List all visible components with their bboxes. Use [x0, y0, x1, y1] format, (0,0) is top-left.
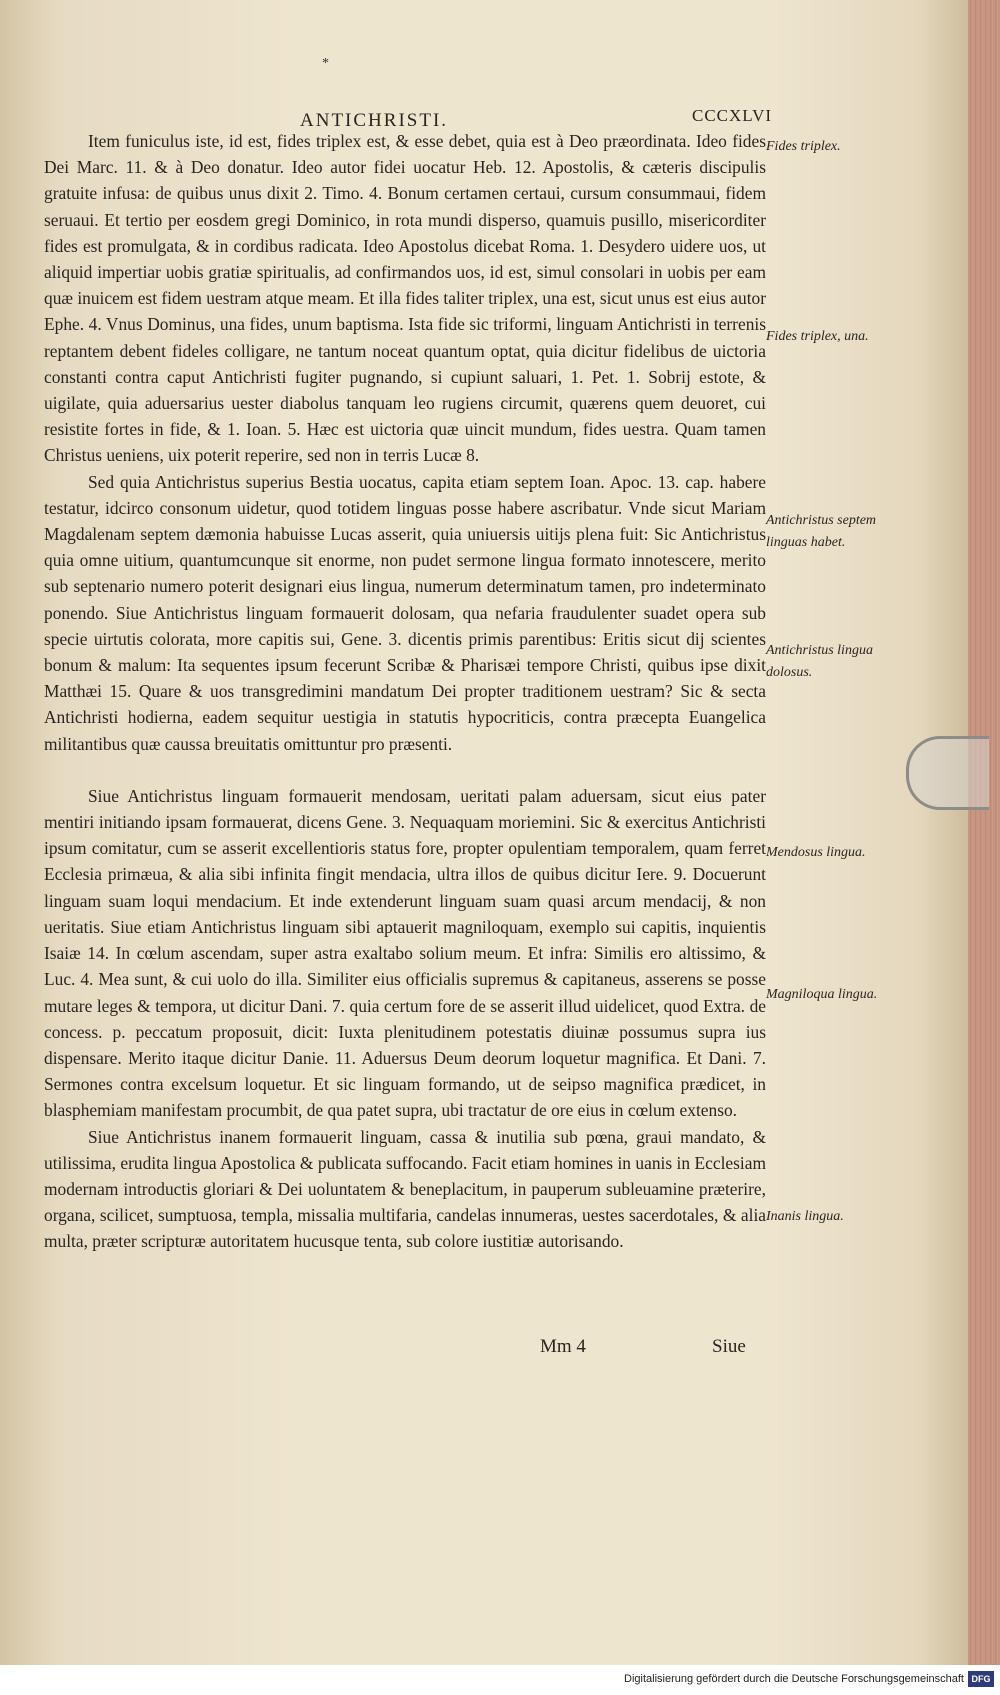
footer-bar: [0, 1665, 1000, 1695]
paragraph-3: Siue Antichristus linguam formauerit mendosam, ueritati palam aduersam, sicut eius pater mentiri initiando ipsam formauerat, dicens Gene. 3. Nequaquam moriemini. Sic & exercitus Antichristi ipsum comitatur, cum se asserit excellentioris status fore, propter opulentiam temporalem, quam ferret Ecclesia primæua, & alia sibi infinita fingit mendacia, ultra illos de quibus dicitur Iere. 9. Docuerunt linguam suam loqui mendacium. Et inde extenderunt linguam suam quasi arcum mendacij, & non ueritatis. Siue etiam Antichristus linguam sibi aptauerit magniloquam, exemplo sui capitis, inquientis Isaiæ 14. In cœlum ascendam, super astra exaltabo solium meum. Et infra: Similis ero altissimo, & Luc. 4. Mea sunt, & cui uolo do illa. Similiter eius officialis supremus & capitaneus, asserens se posse mutare leges & tempora, ut dicitur Dani. 7. quia certum fore de se asserit illud uidelicet, quod Extra. de concess. p. peccatum proposuit, dicit: Iuxta plenitudinem potestatis diuinæ possumus supra ius dispensare. Merito itaque dicitur Danie. 11. Aduersus Deum deorum loquetur magnifica. Et Dani. 7. Sermones contra excelsum loquetur. Et sic linguam formando, ut de seipso magnifica prædicet, in blasphemiam manifestam procumbit, de qua patet supra, ubi tractatur de ore eius in cœlum extenso.: [44, 785, 766, 1121]
page-edge: [968, 0, 1000, 1665]
dfg-logo-icon: DFG: [968, 1671, 994, 1687]
paragraph-2: Sed quia Antichristus superius Bestia uocatus, capita etiam septem Ioan. Apoc. 13. cap. habere testatur, idcirco consonum uidetur, quod totidem linguas posse habere ascribatur. Vnde sicut Mariam Magdalenam septem dæmonia habuisse Lucas asserit, quia uniuersis uitijs plena fuit: Sic Antichristus quia omne uitium, quantumcunque sit enorme, non pudet sermone lingua formato innotescere, merito sub septenario numero poterit designari eius lingua, numerum determinatum tamen, pro indeterminato ponendo. Siue Antichristus linguam formauerit dolosam, qua nefaria fraudulenter suadet opera sub specie uirtutis colorata, more capitis sui, Gene. 3. dicentis primis parentibus: Eritis sicut dij scientes bonum & malum: Ita sequentes ipsum fecerunt Scribæ & Pharisæi tempore Christi, quibus ipse dixit Matthæi 15. Quare & uos transgredimini mandatum Dei propter traditionem uestram? Sic & secta Antichristi hodierna, eadem sequitur uestigia in statutis hypocriticis, contra præcepta Euangelica militantibus quæ caussa breuitatis omittuntur pro præsenti.: [44, 471, 766, 754]
printer-mark: *: [322, 56, 329, 71]
page-tab-clip: [906, 736, 989, 810]
paragraph-4: Siue Antichristus inanem formauerit linguam, cassa & inutilia sub pœna, graui mandato, & utilissima, erudita lingua Apostolica & publicata suffocando. Facit etiam homines in uanis in Ecclesiam modernam introductis gloriari & Dei uoluntatem & beneplacitum, in pauperum subleuamine præterire, organa, scilicet, sumptuosa, templa, missalia multifaria, candelas innumeras, uestes sacerdotales, & alia multa, præter scripturæ autoritatem hucusque tenta, sub colore iustitiæ autorisando.: [44, 1126, 766, 1252]
margin-note: Antichristus septem linguas habet.: [766, 513, 877, 550]
margin-note: Inanis lingua.: [766, 1209, 844, 1224]
margin-note: Mendosus lingua.: [766, 845, 866, 860]
paragraph-1: Item funiculus iste, id est, fides triplex est, & esse debet, quia est à Deo præordinata. Ideo fides Dei Marc. 11. & à Deo donatur. Ideo autor fidei uocatur Heb. 12. Apostolis, & cæteris discipulis gratuite infusa: de quibus unus dixit 2. Timo. 4. Bonum certamen certaui, cursum consummaui, fidem seruaui. Et tertio per eosdem gregi Dominico, in rota mundi disperso, quamuis pusillo, misericorditer fides est promulgata, & in cordibus radicata. Ideo Apostolus dicebat Roma. 1. Desydero uidere uos, ut aliquid impertiar uobis gratiæ spiritualis, ad confirmandos uos, id est, simul consolari in uobis per eam quæ inuicem est fidem uestram atque meam. Et illa fides taliter triplex, una est, sicut unus est eius autor Ephe. 4. Vnus Dominus, una fides, unum baptisma. Ista fide sic triformi, linguam Antichristi in terrenis reptantem debent fideles colligare, ne tantum noceat quantum optat, quia dicitur fidelibus de uictoria constanti contra caput Antichristi fugiter pugnando, si cupiunt saluari, 1. Pet. 1. Sobrij estote, & uigilate, quia aduersarius uester diabolus tanquam leo rugiens circumit, quærens quem deuoret, cui resistite fortes in fide, & 1. Ioan. 5. Hæc est uictoria quæ uincit mundum, fides uestra. Quam tamen Christus ueniens, uix poterit reperire, sed non in terris Lucæ 8.: [44, 131, 767, 466]
margin-note: Antichristus lingua dolosus.: [766, 643, 873, 680]
folio-number: CCCXLVI: [692, 106, 773, 125]
body-text: [44, 128, 766, 1255]
margin-note: Fides triplex, una.: [766, 329, 869, 344]
signature-mark: Mm 4: [540, 1336, 586, 1357]
margin-note: Fides triplex.: [766, 139, 841, 154]
margin-note: Magniloqua lingua.: [766, 987, 878, 1002]
running-head: ANTICHRISTI.: [300, 110, 449, 131]
catchword: Siue: [712, 1336, 746, 1357]
footer-credit: Digitalisierung gefördert durch die Deutsche Forschungsgemeinschaft: [624, 1673, 964, 1685]
